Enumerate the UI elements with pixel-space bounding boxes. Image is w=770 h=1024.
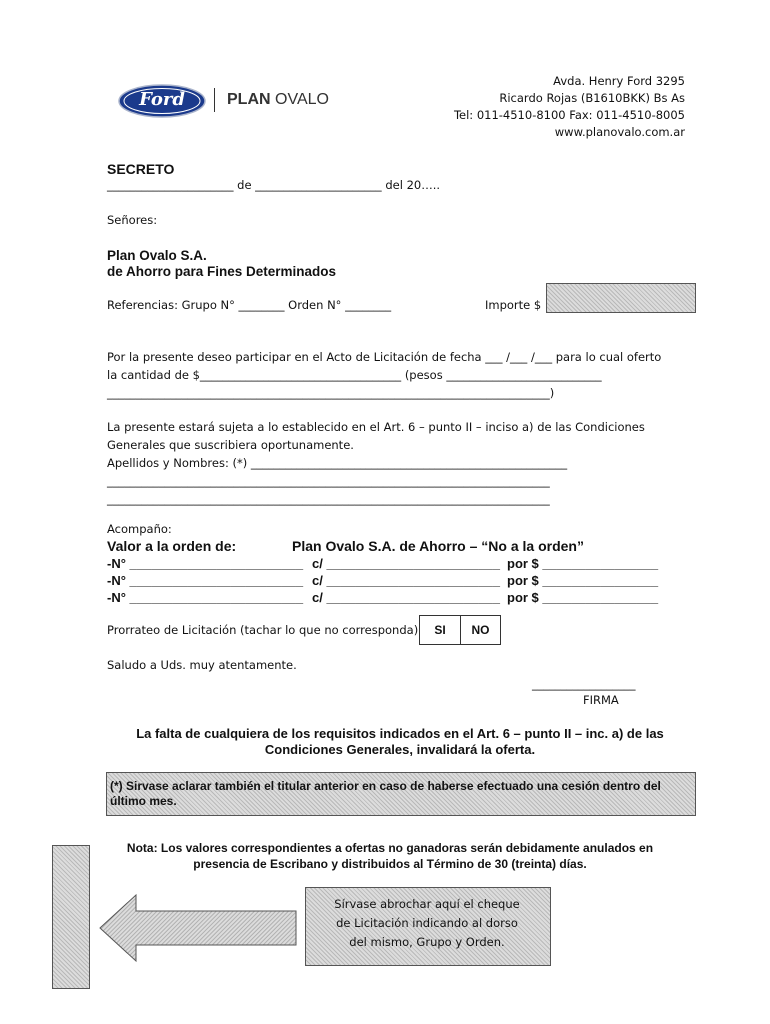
amount-label: Importe $: [485, 298, 542, 312]
address-line: Ricardo Rojas (B1610BKK) Bs As: [499, 91, 685, 105]
company-address: [454, 73, 685, 141]
signature-line: __________________: [532, 677, 636, 691]
note-line: presencia de Escribano y distribuidos al Término de 30 (treinta) días.: [193, 857, 587, 871]
offer-line: Por la presente deseo participar en el Acto de Licitación de fecha ___ /___ /___ para lo cual oferto: [107, 350, 662, 364]
footnote-line: (*) Sirvase aclarar también el titular anterior en caso de haberse efectuado una cesión dentro del: [110, 779, 661, 793]
references-line: Referencias: Grupo N° ________ Orden N° ________: [107, 298, 392, 312]
row-bank: c/ ________________________: [312, 573, 500, 588]
terms-line: _____________________________________________________________________________: [107, 474, 550, 488]
row-number: -N° ________________________: [107, 556, 304, 571]
accompany-col1-header: Valor a la orden de:: [107, 538, 237, 554]
accompany-label: Acompaño:: [107, 522, 172, 536]
attach-line: del mismo, Grupo y Orden.: [349, 935, 505, 949]
offer-paragraph: [107, 348, 661, 402]
ford-logo-text: Ford: [139, 89, 185, 110]
attach-line: Sírvase abrochar aquí el cheque: [334, 897, 520, 911]
terms-line: La presente estará sujeta a lo establecido en el Art. 6 – punto II – inciso a) de las Condiciones: [107, 420, 645, 434]
ford-logo: [118, 84, 206, 118]
date-line: ______________________ de ______________________ del 20…..: [107, 178, 441, 192]
prorrateo-yes[interactable]: SI: [420, 616, 461, 644]
row-bank: c/ ________________________: [312, 556, 500, 571]
footnote-line: último mes.: [110, 794, 177, 808]
row-amount: por $ ________________: [507, 573, 659, 588]
staple-area: [52, 845, 90, 989]
logo-divider: [214, 88, 215, 112]
warning-line: La falta de cualquiera de los requisitos indicados en el Art. 6 – punto II – inc. a) de las: [136, 726, 664, 741]
accompany-col2-header: Plan Ovalo S.A. de Ahorro – “No a la orden”: [292, 538, 584, 554]
document-title: SECRETO: [107, 161, 175, 177]
recipient-line: Plan Ovalo S.A.: [107, 248, 207, 263]
amount-field[interactable]: [546, 283, 696, 313]
terms-line: Apellidos y Nombres: (*) _______________________________________________________: [107, 456, 568, 470]
warning-line: Condiciones Generales, invalidará la oferta.: [264, 742, 536, 757]
offer-line: la cantidad de $___________________________________ (pesos ___________________________: [107, 368, 602, 382]
accompany-row: [107, 589, 667, 606]
brand-name: [227, 91, 329, 109]
signature-label: FIRMA: [583, 693, 619, 707]
note-text: [90, 840, 690, 872]
brand-name-light: OVALO: [275, 91, 329, 108]
prorrateo-options: [419, 615, 501, 645]
prorrateo-label: Prorrateo de Licitación (tachar lo que no corresponda): [107, 623, 419, 637]
accompany-row: [107, 572, 667, 589]
warning-text: [90, 726, 710, 758]
attach-line: de Licitación indicando al dorso: [336, 916, 518, 930]
prorrateo-no[interactable]: NO: [471, 623, 490, 637]
row-bank: c/ ________________________: [312, 590, 500, 605]
row-number: -N° ________________________: [107, 573, 304, 588]
address-line: www.planovalo.com.ar: [554, 125, 685, 139]
note-line: Nota: Los valores correspondientes a ofertas no ganadoras serán debidamente anulados en: [126, 841, 654, 855]
brand-name-bold: PLAN: [227, 91, 271, 108]
row-number: -N° ________________________: [107, 590, 304, 605]
terms-line: Generales que suscribiera oportunamente.: [107, 438, 354, 452]
row-amount: por $ ________________: [507, 556, 659, 571]
terms-line: _____________________________________________________________________________: [107, 492, 550, 506]
accompany-rows: [107, 555, 667, 606]
recipient: [107, 248, 336, 280]
salutation: Señores:: [107, 213, 158, 227]
row-amount: por $ ________________: [507, 590, 659, 605]
accompany-row: [107, 555, 667, 572]
footnote-text: [110, 779, 661, 809]
closing: Saludo a Uds. muy atentamente.: [107, 658, 297, 672]
offer-line: _____________________________________________________________________________): [107, 386, 555, 400]
left-arrow-icon: [98, 893, 298, 963]
address-line: Tel: 011-4510-8100 Fax: 011-4510-8005: [453, 108, 685, 122]
attach-instructions-text: [305, 895, 549, 952]
terms-paragraph: [107, 418, 645, 508]
recipient-line: de Ahorro para Fines Determinados: [107, 264, 337, 279]
address-line: Avda. Henry Ford 3295: [553, 74, 685, 88]
